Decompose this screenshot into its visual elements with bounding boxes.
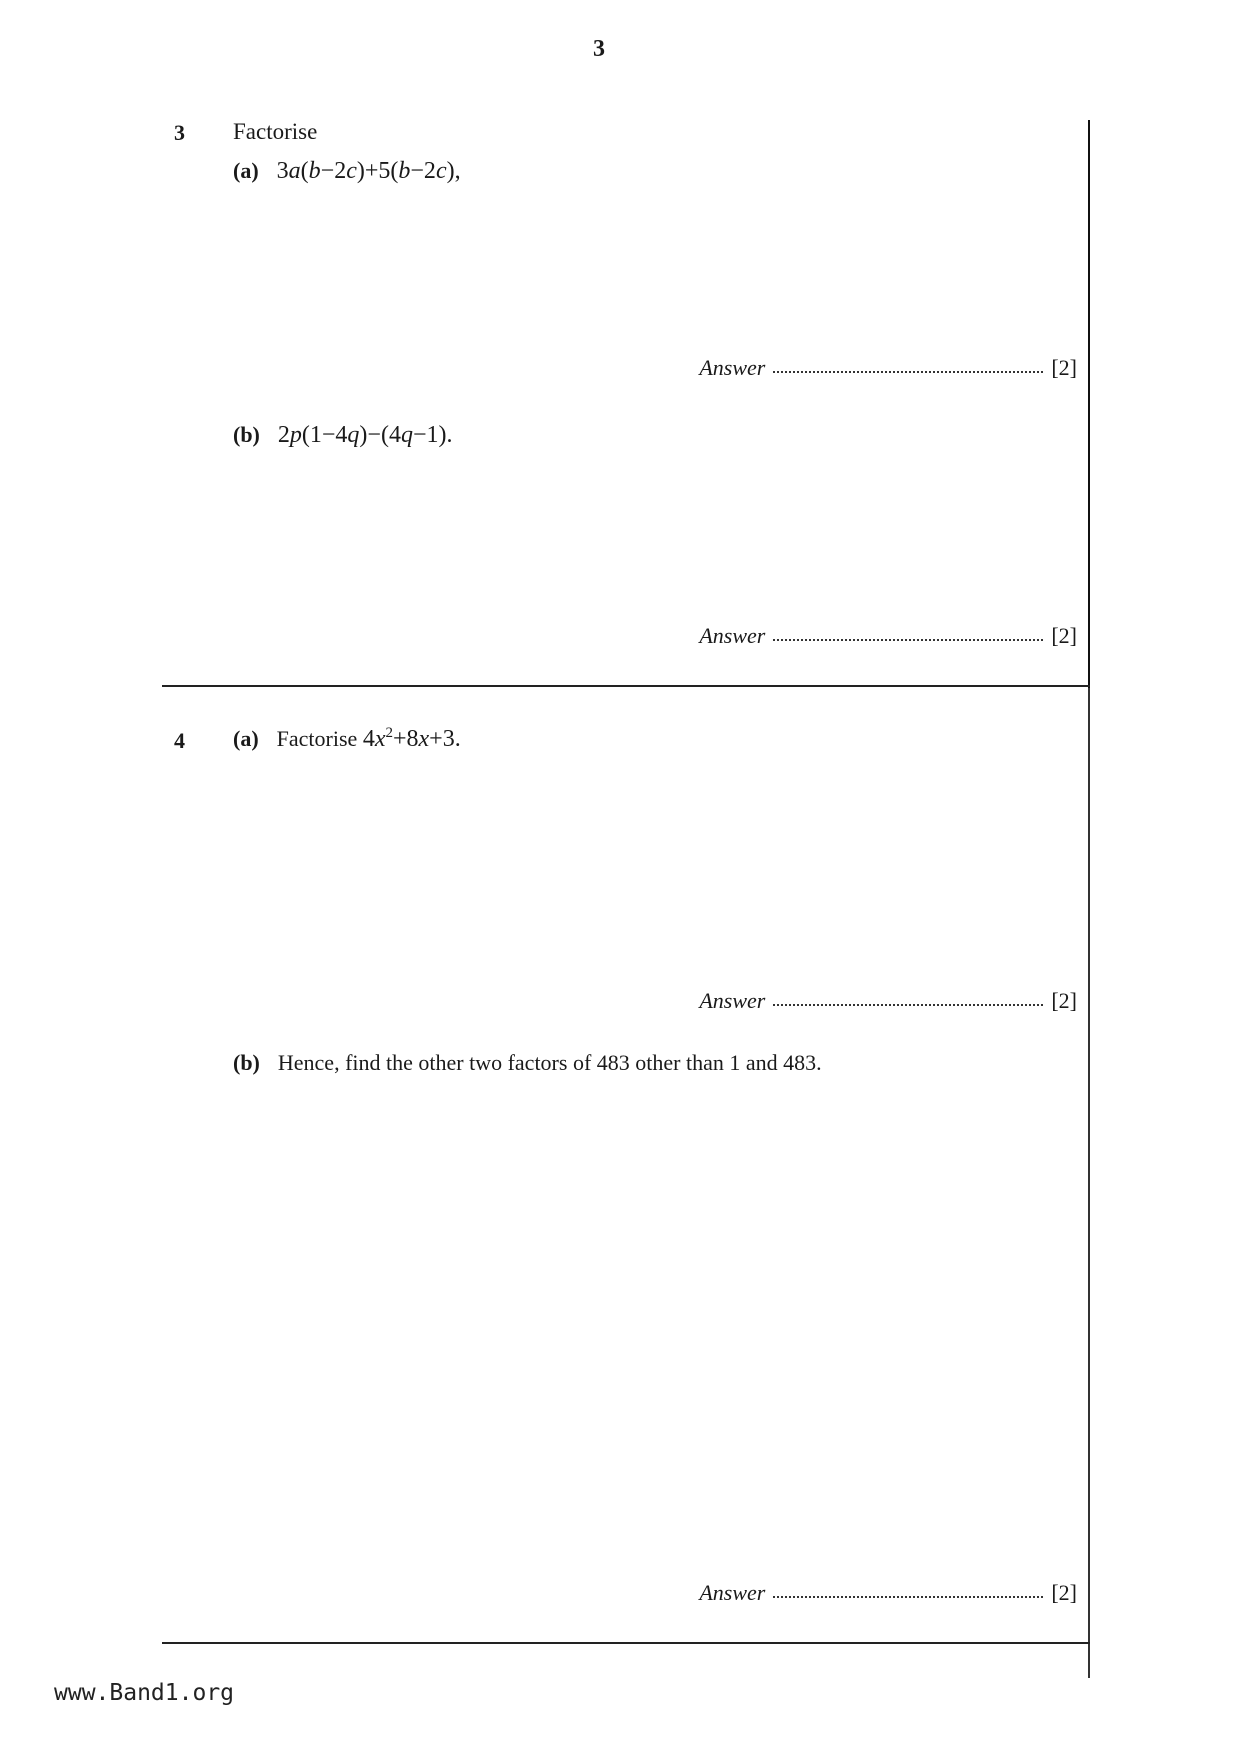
marks: [2]	[1051, 1580, 1077, 1605]
answer-label: Answer	[699, 1580, 766, 1605]
question-3a	[233, 158, 461, 185]
question-4a	[233, 725, 461, 753]
page-end-divider	[162, 1642, 1090, 1644]
part-label: (b)	[233, 422, 260, 447]
question-divider	[162, 685, 1090, 687]
right-margin-line	[1088, 120, 1090, 688]
answer-space[interactable]	[773, 639, 1043, 641]
question-number: 4	[174, 728, 185, 753]
question-stem: Factorise	[233, 119, 318, 144]
answer-line-3b	[699, 623, 1077, 649]
question-number: 3	[174, 120, 185, 145]
question-text: Hence, find the other two factors of 483 other than 1 and 483.	[277, 1050, 822, 1075]
part-label: (b)	[233, 1050, 260, 1075]
question-4b	[233, 1050, 822, 1076]
answer-label: Answer	[699, 623, 766, 648]
answer-label: Answer	[699, 355, 766, 380]
part-label: (a)	[233, 726, 259, 751]
answer-line-4a	[699, 988, 1077, 1014]
answer-label: Answer	[699, 988, 766, 1013]
answer-space[interactable]	[773, 371, 1043, 373]
marks: [2]	[1051, 355, 1077, 380]
footer-url: www.Band1.org	[54, 1680, 235, 1706]
page-number: 3	[593, 36, 605, 62]
math-expression: 3a(b−2c)+5(b−2c),	[276, 158, 461, 184]
answer-space[interactable]	[773, 1596, 1043, 1598]
marks: [2]	[1051, 623, 1077, 648]
marks: [2]	[1051, 988, 1077, 1013]
answer-space[interactable]	[773, 1004, 1043, 1006]
question-3b	[233, 422, 452, 449]
math-expression: $4x^2+8x+3$.	[362, 725, 461, 752]
answer-line-3a	[699, 355, 1077, 381]
part-label: (a)	[233, 158, 259, 183]
right-margin-line-lower	[1088, 688, 1090, 1678]
answer-line-4b	[699, 1580, 1077, 1606]
math-expression: 2p(1−4q)−(4q−1).	[277, 422, 453, 448]
question-text: Factorise	[276, 726, 358, 751]
